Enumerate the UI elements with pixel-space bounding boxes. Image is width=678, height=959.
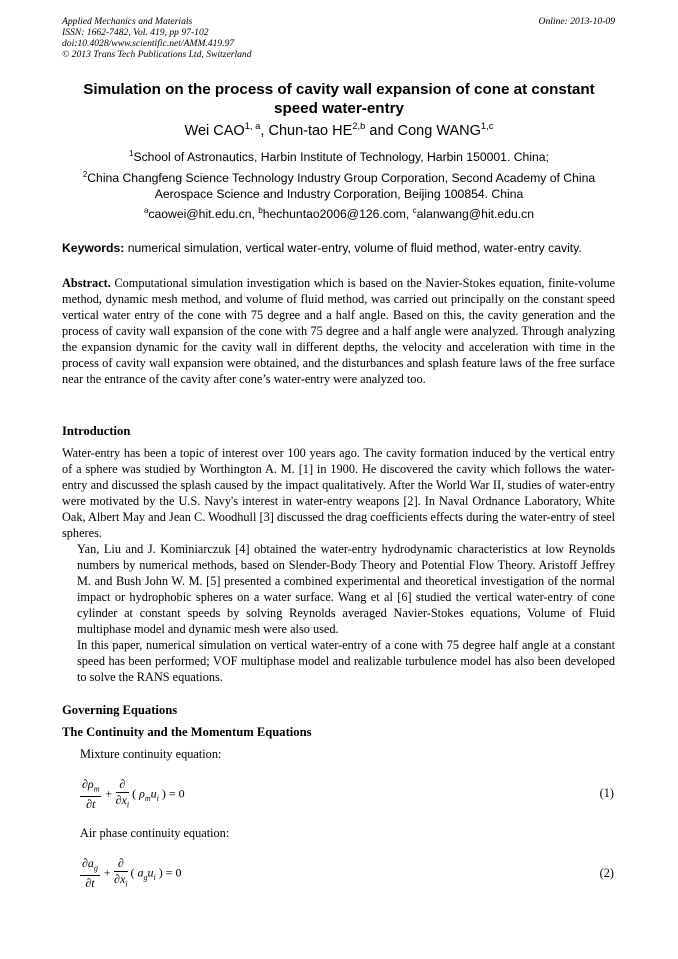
equation-1-label: Mixture continuity equation: (80, 747, 222, 761)
section-heading-governing: Governing Equations (62, 703, 178, 717)
keywords-label: Keywords: (62, 241, 125, 255)
paragraph: Yan, Liu and J. Kominiarczuk [4] obtained the water-entry hydrodynamic characteristics at low Reynolds numbers by numerical methods, based on Slender-Body Theory and Potential Flow Theory. Aristoff Jeffrey M. and Bush John W. M. [5] presented a combined experimental and theoretical investigation of the normal impact or hydrophobic spheres on a water surface. Wang et al [6] studied the vertical water-entry of cone cylinder at constant speeds by solving Reynolds averaged Navier-Stokes equations, Volume of Fluid multiphase model and dynamic mesh were also used. (77, 542, 615, 636)
equation-1: $\frac{\partial\rho_m}{\partial t}$ + $\frac{\partial}{\partial x_i}$ ( $\rho_mu_i$ ) = 0 (82, 777, 185, 812)
author-sup: 2,b (352, 120, 366, 132)
email-link[interactable]: caowei@hit.edu.cn, (148, 207, 259, 221)
keywords (62, 241, 582, 255)
copyright-line: © 2013 Trans Tech Publications Ltd, Switzerland (62, 49, 252, 60)
author-name: Cong WANG (397, 123, 481, 139)
keywords-text: numerical simulation, vertical water-entry, volume of fluid method, water-entry cavity. (124, 241, 582, 255)
subsection-heading: The Continuity and the Momentum Equations (62, 725, 312, 739)
equation-2-number: (2) (599, 866, 614, 880)
issn-line: ISSN: 1662-7482, Vol. 419, pp 97-102 (62, 27, 209, 38)
affiliation-text: School of Astronautics, Harbin Institute of Technology, Harbin 150001. China; (133, 150, 549, 164)
affiliation-2 (62, 170, 616, 186)
paragraph: Water-entry has been a topic of interest over 100 years ago. The cavity formation induced by the vertical entry of a sphere was studied by Worthington A. M. [1] in 1900. He discovered the cavity which follows the water-entry and discussed the splash caused by the impact qualitatively. After the World War II, studies of water-entry were motivated by the U.S. Navy's interest in water-entry weapons [2]. In Naval Ordnance Laboratory, White Oak, Albert May and Jean C. Woodhull [3] discussed the drag coefficients effects during the water-entry of steel spheres. (62, 446, 615, 540)
affiliation-text: China Changfeng Science Technology Industry Group Corporation, Second Academy of China (87, 171, 596, 185)
section-heading-introduction: Introduction (62, 424, 131, 438)
introduction-body (62, 445, 615, 685)
email-link[interactable]: alanwang@hit.edu.cn (416, 207, 535, 221)
affiliation-sup: 2 (82, 169, 88, 179)
email-list (62, 206, 616, 222)
email-sup: b (258, 205, 263, 215)
paragraph: In this paper, numerical simulation on vertical water-entry of a cone with 75 degree half angle at a constant speed has been performed; VOF multiphase model and realizable turbulence model has also been developed to solve the RANS equations. (77, 638, 615, 684)
equation-2: $\frac{\partial a_g}{\partial t}$ + $\frac{\partial}{\partial x_i}$ ( $a_gu_i$ ) = 0 (82, 856, 182, 891)
abstract-text: Computational simulation investigation which is based on the Navier-Stokes equation, finite-volume method, dynamic mesh method, and volume of fluid method, was carried out principally on the constant speed vertical water entry of the cone with 75 degree and a half angle. Based on this, the cavity generation and the process of cavity wall expansion of the cone with 75 degree and a half angle were analyzed. Through analyzing the expansion dynamic for the cavity wall in different depths, the velocity and acceleration with time in the process of cavity wall expansion were obtained, and the disturbances and splash feature laws of the free surface near the entrance of the cavity after cone’s water-entry were analyzed too. (62, 276, 615, 386)
abstract (62, 275, 615, 387)
author-name: Wei CAO (184, 123, 245, 139)
affiliation-sup: 1 (129, 148, 134, 158)
email-sup: c (412, 205, 417, 215)
online-date: Online: 2013-10-09 (538, 16, 615, 27)
abstract-label: Abstract. (62, 276, 111, 290)
equation-1-number: (1) (599, 786, 614, 800)
author-list: Wei CAO$^{1, a}$, Chun-tao HE$^{2,b}$ and Cong WANG$^{1,c}$ (184, 120, 494, 139)
journal-meta (62, 16, 252, 60)
affiliation-2-cont: Aerospace Science and Industry Corporation, Beijing 100854. China (154, 187, 524, 201)
author-name: Chun-tao HE (268, 123, 353, 139)
journal-name: Applied Mechanics and Materials (62, 16, 193, 27)
author-sup: 1,c (480, 120, 494, 132)
author-sup: 1, a (244, 120, 261, 132)
email-link[interactable]: hechuntao2006@126.com, (262, 207, 413, 221)
email-sup: a (143, 205, 149, 215)
paper-title: Simulation on the process of cavity wall expansion of cone at constant speed water-entry (83, 81, 595, 117)
doi-line: doi:10.4028/www.scientific.net/AMM.419.97 (62, 38, 235, 49)
equation-2-label: Air phase continuity equation: (80, 826, 230, 840)
affiliation-1 (62, 149, 616, 165)
